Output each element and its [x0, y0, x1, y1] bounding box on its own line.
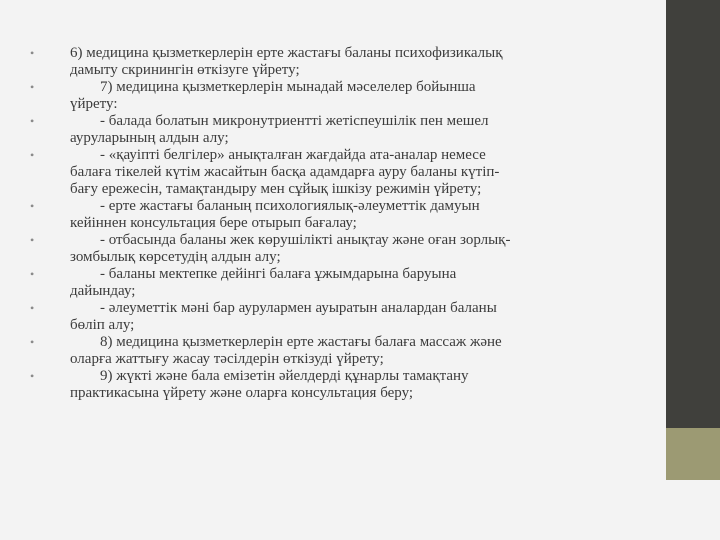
bullet-icon: •: [30, 267, 35, 281]
bullet-line: 8) медицина қызметкерлерін ерте жастағы балаға массаж және: [70, 334, 502, 350]
bullet-line: - отбасында баланы жек көрушілікті анықтау және оған зорлық-: [70, 232, 511, 248]
bullet-line: дамыту скринингін өткізуге үйрету;: [70, 62, 300, 78]
bullet-list: [30, 45, 630, 402]
bullet-icon: •: [30, 233, 35, 247]
bullet-item-2: [30, 79, 630, 113]
bullet-line: - әлеуметтік мәні бар аурулармен ауыратын аналардан баланы: [70, 300, 497, 316]
bullet-line: 6) медицина қызметкерлерін ерте жастағы баланы психофизикалық: [70, 45, 503, 61]
bullet-line: оларға жаттығу жасау тәсілдерін өткізуді үйрету;: [70, 351, 384, 367]
bullet-line: зомбылық көрсетудің алдын алу;: [70, 249, 281, 265]
bullet-item-3: [30, 113, 630, 147]
bullet-icon: •: [30, 80, 35, 94]
bullet-line: ауруларының алдын алу;: [70, 130, 229, 146]
bullet-item-9: [30, 334, 630, 368]
bullet-icon: •: [30, 148, 35, 162]
bullet-icon: •: [30, 369, 35, 383]
bullet-icon: •: [30, 114, 35, 128]
bullet-line: балаға тікелей күтім жасайтын басқа адамдарға ауру баланы күтіп-: [70, 164, 500, 180]
bullet-icon: •: [30, 46, 35, 60]
bullet-item-6: [30, 232, 630, 266]
bullet-item-7: [30, 266, 630, 300]
bullet-icon: •: [30, 199, 35, 213]
sidebar-accent-band: [666, 428, 720, 480]
bullet-line: дайындау;: [70, 283, 136, 299]
bullet-line: - «қауіпті белгілер» анықталған жағдайда ата-аналар немесе: [70, 147, 486, 163]
bullet-line: бөліп алу;: [70, 317, 135, 333]
bullet-item-8: [30, 300, 630, 334]
bullet-line: үйрету:: [70, 96, 118, 112]
bullet-line: - балада болатын микронутриентті жетіспеушілік пен мешел: [70, 113, 489, 129]
bullet-item-10: [30, 368, 630, 402]
decorative-sidebar: [666, 0, 720, 540]
bullet-icon: •: [30, 335, 35, 349]
bullet-line: - ерте жастағы баланың психологиялық-әлеуметтік дамуын: [70, 198, 480, 214]
bullet-line: кейіннен консультация бере отырып бағалау;: [70, 215, 357, 231]
bullet-line: бағу ережесін, тамақтандыру мен сұйық ішкізу режимін үйрету;: [70, 181, 482, 197]
sidebar-light-band: [666, 480, 720, 540]
bullet-line: 7) медицина қызметкерлерін мынадай мәселелер бойынша: [70, 79, 476, 95]
sidebar-dark-band: [666, 0, 720, 428]
bullet-icon: •: [30, 301, 35, 315]
bullet-line: 9) жүкті және бала емізетін әйелдерді құнарлы тамақтану: [70, 368, 469, 384]
bullet-item-5: [30, 198, 630, 232]
bullet-line: - баланы мектепке дейінгі балаға ұжымдарына баруына: [70, 266, 457, 282]
bullet-item-4: [30, 147, 630, 198]
bullet-line: практикасына үйрету және оларға консультация беру;: [70, 385, 414, 401]
bullet-item-1: [30, 45, 630, 79]
